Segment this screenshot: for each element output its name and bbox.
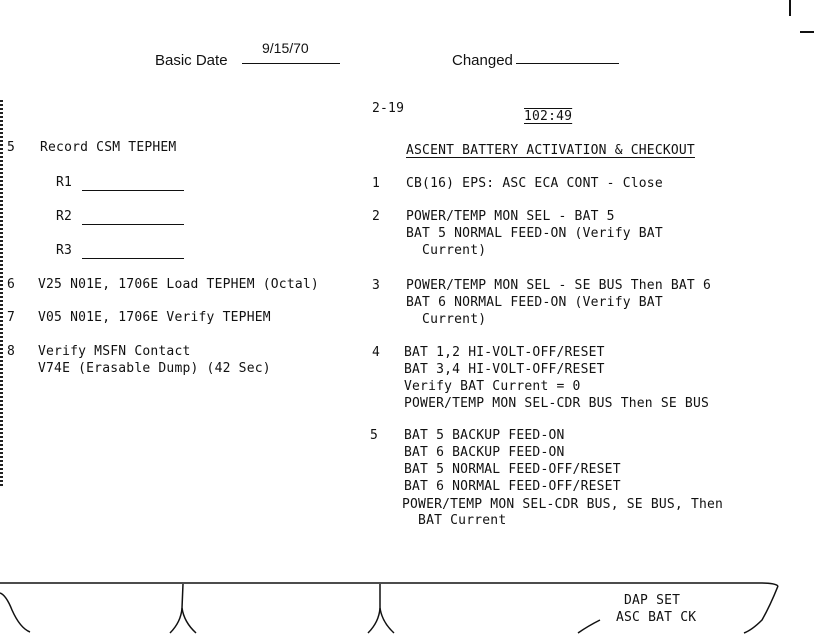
step-4-line: BAT 3,4 HI-VOLT-OFF/RESET [404, 362, 605, 377]
left-item-8-text: Verify MSFN Contact [38, 344, 191, 359]
register-r1 [56, 174, 184, 191]
step-3-line: Current) [406, 312, 487, 327]
basic-date-line [242, 63, 340, 64]
left-item-5-text: Record CSM TEPHEM [40, 140, 177, 155]
step-2-line: POWER/TEMP MON SEL - BAT 5 [406, 209, 615, 224]
tab-label-line2: ASC BAT CK [616, 610, 697, 625]
step-5-line: BAT 5 BACKUP FEED-ON [404, 428, 565, 443]
time-reference: 102:49 [524, 109, 573, 124]
register-blank [82, 176, 184, 191]
basic-date-label: Basic Date [155, 52, 228, 69]
left-item-5-num: 5 [7, 140, 16, 155]
register-blank [82, 210, 184, 225]
step-4-line: Verify BAT Current = 0 [404, 379, 581, 394]
step-1-num: 1 [372, 176, 381, 191]
step-2-line: BAT 5 NORMAL FEED-ON (Verify BAT [406, 226, 663, 241]
step-5-line: BAT Current [402, 513, 507, 528]
crop-mark-horizontal [800, 31, 814, 33]
left-item-7-text: V05 N01E, 1706E Verify TEPHEM [38, 310, 271, 325]
step-5-line: BAT 6 BACKUP FEED-ON [404, 445, 565, 460]
register-label: R3 [56, 243, 73, 258]
register-blank [82, 244, 184, 259]
step-5-line: BAT 5 NORMAL FEED-OFF/RESET [404, 462, 621, 477]
register-r3 [56, 242, 184, 259]
left-item-8-line2: V74E (Erasable Dump) (42 Sec) [38, 361, 271, 376]
step-2-line: Current) [406, 243, 487, 258]
step-3-num: 3 [372, 278, 381, 293]
register-label: R2 [56, 209, 73, 224]
left-item-8-num: 8 [7, 344, 16, 359]
step-2-num: 2 [372, 209, 381, 224]
step-3-line: POWER/TEMP MON SEL - SE BUS Then BAT 6 [406, 278, 712, 293]
register-label: R1 [56, 175, 73, 190]
step-4-line: BAT 1,2 HI-VOLT-OFF/RESET [404, 345, 605, 360]
section-title: ASCENT BATTERY ACTIVATION & CHECKOUT [406, 143, 695, 158]
step-1-line: CB(16) EPS: ASC ECA CONT - Close [406, 176, 663, 191]
tab-label-line1: DAP SET [624, 593, 681, 608]
step-5-line: POWER/TEMP MON SEL-CDR BUS, SE BUS, Then [402, 497, 724, 512]
crop-mark-vertical [789, 0, 791, 16]
left-item-6-num: 6 [7, 277, 16, 292]
step-5-line: BAT 6 NORMAL FEED-OFF/RESET [404, 479, 621, 494]
margin-change-bar [0, 100, 3, 488]
changed-line [516, 63, 619, 64]
step-4-line: POWER/TEMP MON SEL-CDR BUS Then SE BUS [404, 396, 710, 411]
basic-date-value: 9/15/70 [262, 40, 309, 56]
step-5-num: 5 [370, 428, 379, 443]
left-item-6-text: V25 N01E, 1706E Load TEPHEM (Octal) [38, 277, 319, 292]
step-3-line: BAT 6 NORMAL FEED-ON (Verify BAT [406, 295, 663, 310]
left-item-7-num: 7 [7, 310, 16, 325]
step-4-num: 4 [372, 345, 381, 360]
page-number: 2-19 [372, 101, 405, 116]
register-r2 [56, 208, 184, 225]
changed-label: Changed [452, 52, 513, 69]
